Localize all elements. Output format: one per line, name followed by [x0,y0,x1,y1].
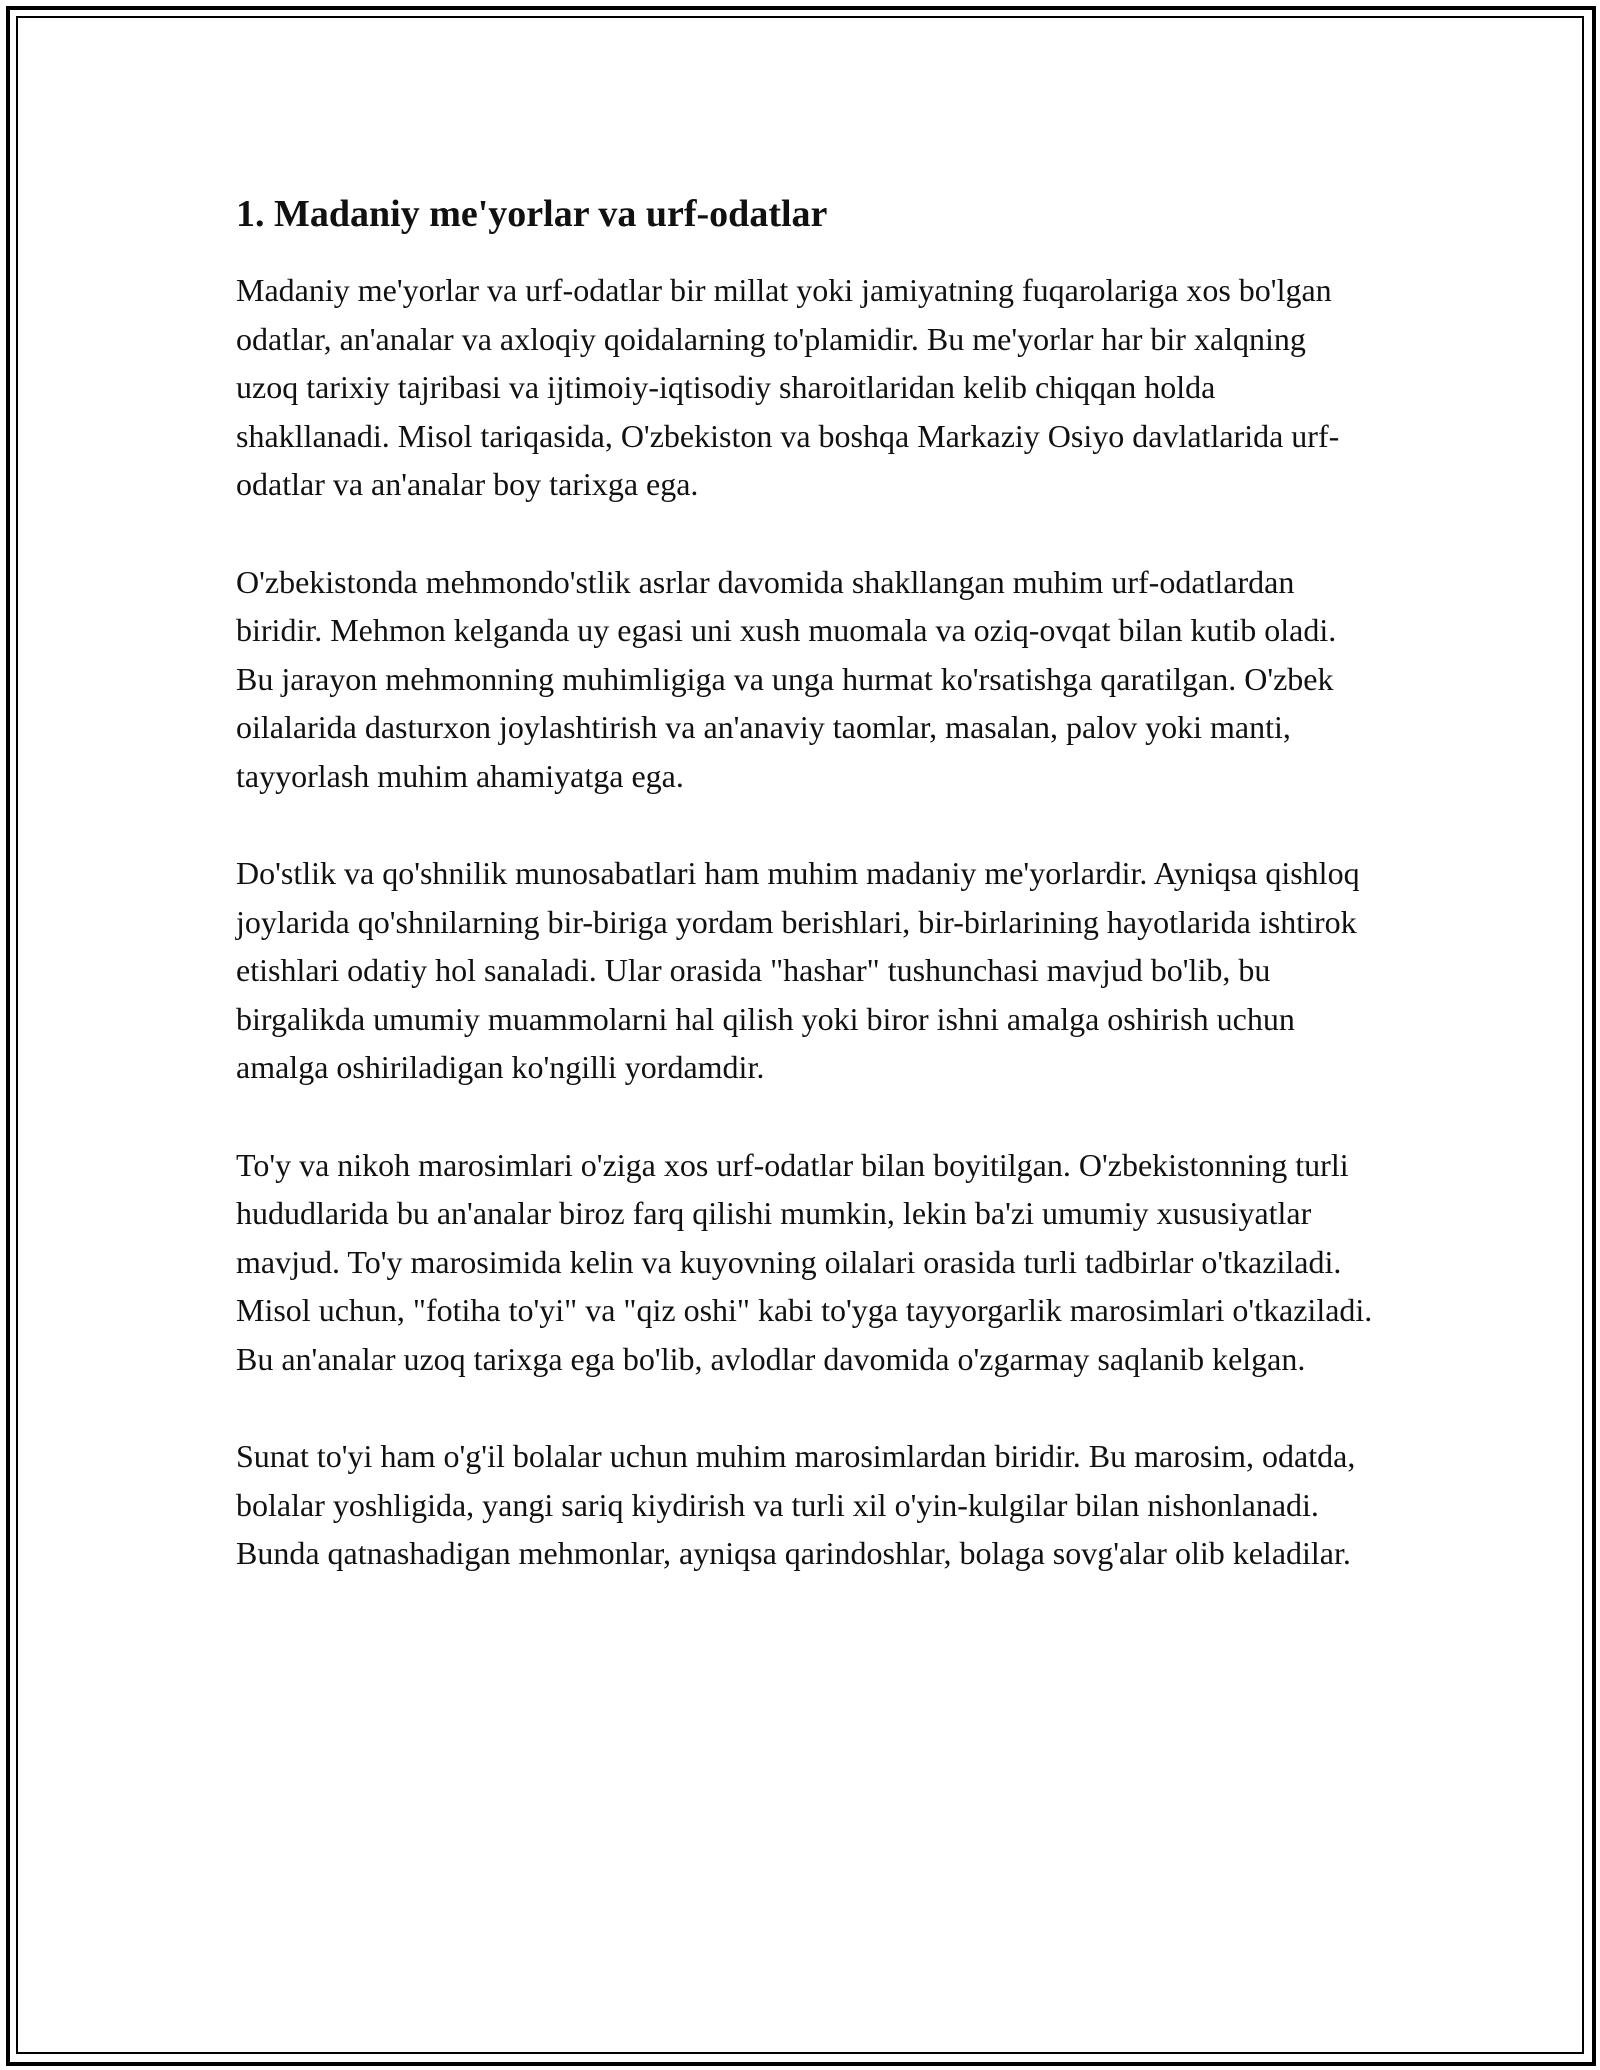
paragraph-wedding-ceremonies: To'y va nikoh marosimlari o'ziga xos urf-odatlar bilan boyitilgan. O'zbekistonning turli hududlarida bu an'analar biroz farq qilishi mumkin, lekin ba'zi umumiy xususiyatlar mavjud. To'y marosimida kelin va kuyovning oilalari orasida turli tadbirlar o'tkaziladi. Misol uchun, "fotiha to'yi" va "qiz oshi" kabi to'yga tayyorgarlik marosimlari o'tkaziladi. Bu an'analar uzoq tarixga ega bo'lib, avlodlar davomida o'zgarmay saqlanib kelgan. [236,1146,1373,1377]
paragraph-hospitality: O'zbekistonda mehmondo'stlik asrlar davomida shakllangan muhim urf-odatlardan biridir. Mehmon kelganda uy egasi uni xush muomala va oziq-ovqat bilan kutib oladi. Bu jarayon mehmonning muhimligiga va unga hurmat ko'rsatishga qaratilgan. O'zbek oilalarida dasturxon joylashtirish va an'anaviy taomlar, masalan, palov yoki manti, tayyorlash muhim ahamiyatga ega. [236,563,1337,794]
document-body [236,184,1376,1627]
paragraph-friendship-neighborliness: Do'stlik va qo'shnilik munosabatlari ham muhim madaniy me'yorlardir. Ayniqsa qishloq joylarida qo'shnilarning bir-biriga yordam berishlari, bir-birlarining hayotlarida ishtirok etishlari odatiy hol sanaladi. Ular orasida "hashar" tushunchasi mavjud bo'lib, bu birgalikda umumiy muammolarni hal qilish yoki biror ishni amalga oshirish uchun amalga oshiriladigan ko'ngilli yordamdir. [236,855,1360,1085]
paragraph-cultural-norms: Madaniy me'yorlar va urf-odatlar bir millat yoki jamiyatning fuqarolariga xos bo'lgan odatlar, an'analar va axloqiy qoidalarning to'plamidir. Bu me'yorlar har bir xalqning uzoq tarixiy tajribasi va ijtimoiy-iqtisodiy sharoitlaridan kelib chiqqan holda shakllanadi. Misol tariqasida, O'zbekiston va boshqa Markaziy Osiyo davlatlarida urf-odatlar va an'analar boy tarixga ega. [236,272,1340,502]
paragraph-circumcision-ceremony: Sunat to'yi ham o'g'il bolalar uchun muhim marosimlardan biridir. Bu marosim, odatda, bolalar yoshligida, yangi sariq kiydirish va turli xil o'yin-kulgilar bilan nishonlanadi. Bunda qatnashadigan mehmonlar, ayniqsa qarindoshlar, bolaga sovg'alar olib keladilar. [236,1438,1356,1571]
section-title: 1. Madaniy me'yorlar va urf-odatlar [236,193,828,235]
